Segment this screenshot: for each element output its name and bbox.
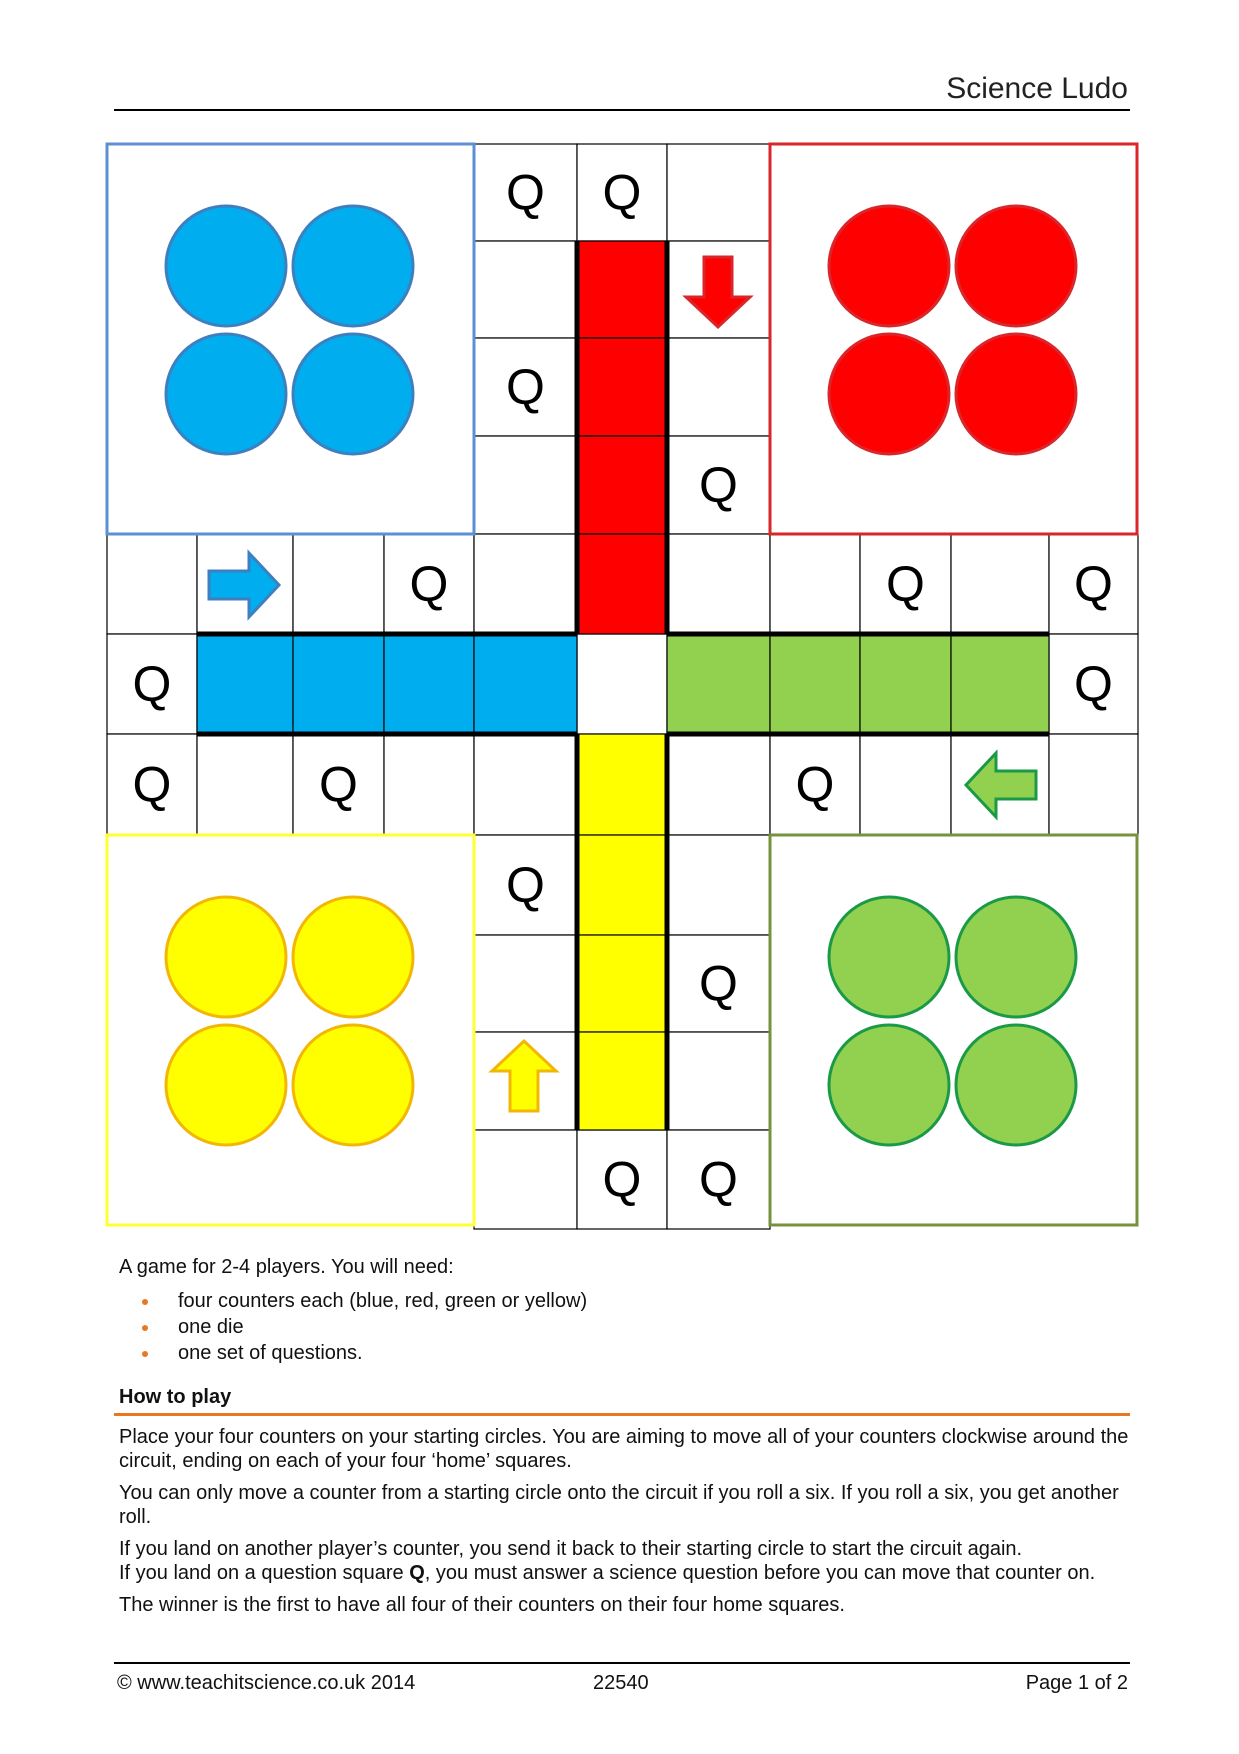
- question-mark: Q: [319, 756, 358, 813]
- board-square: [1049, 734, 1138, 835]
- board-square: [197, 734, 293, 835]
- question-mark: Q: [699, 1151, 738, 1208]
- footer-rule: [114, 1662, 1130, 1664]
- rule-paragraph: Place your four counters on your starting circles. You are aiming to move all of your counters clockwise around the circuit, ending on each of your four ‘home’ squares.: [119, 1426, 1129, 1472]
- board-square: [293, 534, 384, 634]
- home-lane-square: [667, 634, 770, 734]
- counter-circle: [956, 334, 1076, 454]
- board-square: [577, 634, 667, 734]
- question-mark: Q: [409, 556, 449, 612]
- home-lane-square: [577, 436, 667, 534]
- board-square: [951, 534, 1049, 634]
- board-square: [474, 734, 577, 835]
- section-heading: How to play: [119, 1386, 232, 1408]
- question-mark: Q: [506, 164, 545, 221]
- board-square: [474, 1130, 577, 1229]
- counter-circle: [293, 334, 413, 454]
- question-mark: Q: [602, 164, 642, 221]
- list-item: four counters each (blue, red, green or yellow): [139, 1288, 587, 1314]
- question-mark: Q: [1074, 656, 1113, 712]
- board-square: [667, 338, 770, 436]
- counter-circle: [166, 334, 286, 454]
- counter-circle: [829, 1025, 949, 1145]
- home-lane-square: [384, 634, 474, 734]
- home-lane-square: [577, 1032, 667, 1130]
- question-mark: Q: [602, 1151, 642, 1208]
- rule-paragraph: You can only move a counter from a starting circle onto the circuit if you roll a six. If you roll a six, you get another roll.: [119, 1482, 1119, 1528]
- board-square: [667, 534, 770, 634]
- requirements-list: [139, 1288, 587, 1366]
- counter-circle: [956, 897, 1076, 1017]
- board-square: [107, 534, 197, 634]
- green-base: [770, 835, 1137, 1225]
- counter-circle: [829, 897, 949, 1017]
- question-mark: Q: [1074, 556, 1113, 612]
- board-square: [474, 534, 577, 634]
- board-square: [474, 935, 577, 1032]
- blue-base: [107, 144, 474, 534]
- counter-circle: [829, 334, 949, 454]
- home-lane-square: [577, 241, 667, 338]
- board-square: [667, 1032, 770, 1130]
- footer-page: Page 1 of 2: [1025, 1672, 1128, 1694]
- counter-circle: [956, 1025, 1076, 1145]
- home-lane-square: [577, 935, 667, 1032]
- rule-text: If you land on a question square: [119, 1562, 410, 1584]
- question-mark: Q: [132, 756, 172, 813]
- counter-circle: [293, 206, 413, 326]
- board-square: [667, 835, 770, 935]
- home-lane-square: [474, 634, 577, 734]
- question-mark: Q: [699, 457, 738, 513]
- intro-text: A game for 2-4 players. You will need:: [119, 1256, 454, 1278]
- list-item: one set of questions.: [139, 1340, 587, 1366]
- question-mark: Q: [795, 756, 835, 813]
- board-square: [474, 436, 577, 534]
- counter-circle: [956, 206, 1076, 326]
- question-mark: Q: [506, 359, 545, 415]
- rule-paragraph: [119, 1561, 1131, 1585]
- yellow-base: [107, 835, 474, 1225]
- counter-circle: [166, 206, 286, 326]
- red-base: [770, 144, 1137, 534]
- rules-text: [119, 1425, 1131, 1625]
- home-lane-square: [293, 634, 384, 734]
- board-square: [770, 534, 860, 634]
- board-square: [860, 734, 951, 835]
- rule-text: , you must answer a science question before you can move that counter on.: [424, 1562, 1096, 1584]
- home-lane-square: [770, 634, 860, 734]
- question-mark: Q: [506, 857, 545, 913]
- home-lane-square: [577, 734, 667, 835]
- counter-circle: [293, 897, 413, 1017]
- home-lane-square: [197, 634, 293, 734]
- list-item: one die: [139, 1314, 587, 1340]
- footer-copyright: © www.teachitscience.co.uk 2014: [117, 1672, 416, 1694]
- rule-paragraph: If you land on another player’s counter, you send it back to their starting circle to start the circuit again.: [119, 1538, 1023, 1560]
- q-symbol: Q: [409, 1562, 425, 1584]
- home-lane-square: [577, 338, 667, 436]
- counter-circle: [166, 1025, 286, 1145]
- footer-code: 22540: [593, 1672, 649, 1694]
- counter-circle: [829, 206, 949, 326]
- page-title: Science Ludo: [946, 72, 1128, 105]
- board-square: [667, 144, 770, 241]
- home-lane-square: [577, 835, 667, 935]
- counter-circle: [293, 1025, 413, 1145]
- board-square: [384, 734, 474, 835]
- home-lane-square: [577, 534, 667, 634]
- counter-circle: [166, 897, 286, 1017]
- question-mark: Q: [886, 556, 925, 612]
- rule-paragraph: The winner is the first to have all four of their counters on their four home squares.: [119, 1594, 845, 1616]
- home-lane-square: [951, 634, 1049, 734]
- question-mark: Q: [699, 955, 738, 1012]
- home-lane-square: [860, 634, 951, 734]
- heading-rule: [114, 1413, 1130, 1416]
- question-mark: Q: [132, 656, 172, 712]
- board-square: [667, 734, 770, 835]
- board-square: [474, 241, 577, 338]
